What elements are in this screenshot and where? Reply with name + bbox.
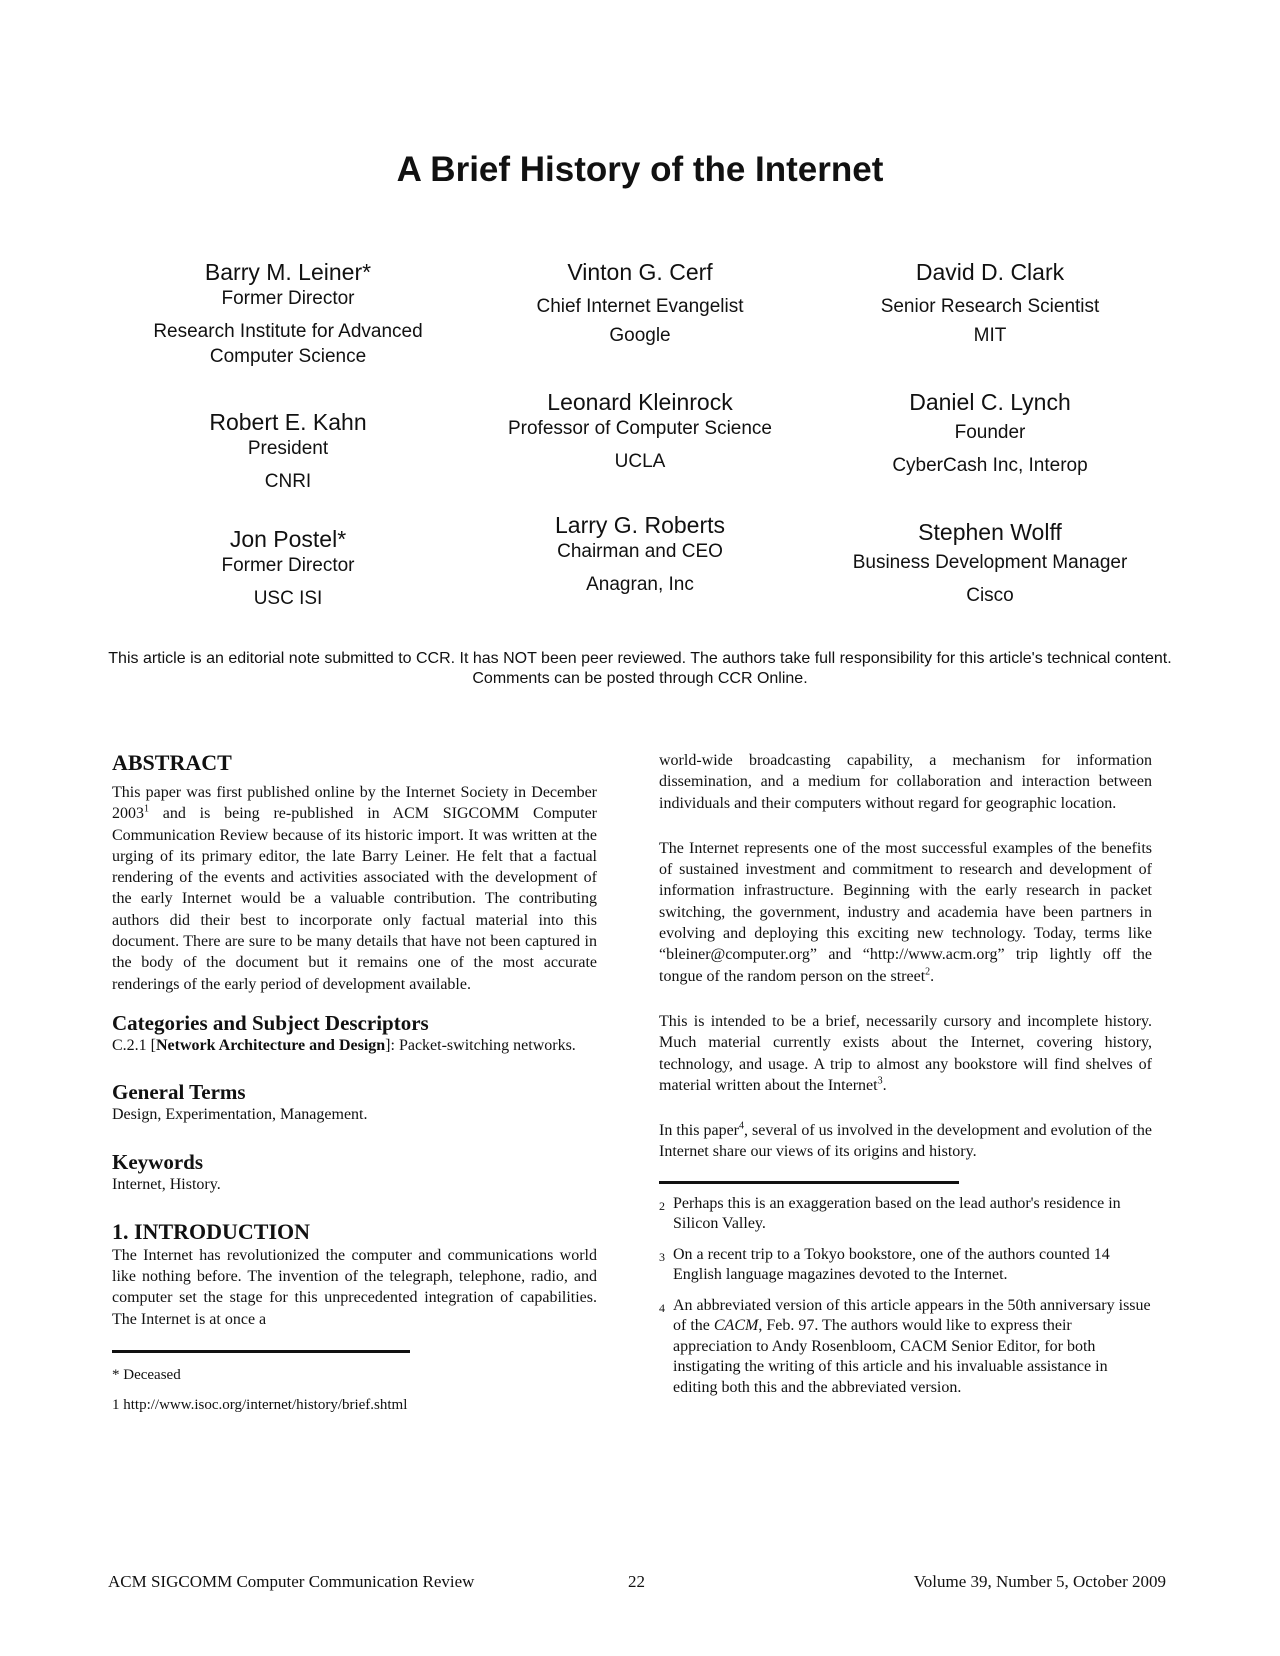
author-name: Leonard Kleinrock — [547, 389, 733, 415]
footer-volume: Volume 39, Number 5, October 2009 — [913, 1572, 1166, 1591]
author-affiliation: CNRI — [264, 471, 312, 492]
author-title: Senior Research Scientist — [880, 296, 1100, 317]
author-name: Jon Postel* — [229, 526, 347, 552]
intro-continued-paragraph: world-wide broadcasting capability, a mechanism for information dissemination, and a medium for collaboration and interaction between individuals and their computers without regard for geographic location. — [659, 752, 1152, 812]
author-title: Former Director — [221, 555, 355, 576]
categories-text — [112, 1035, 597, 1056]
footnote-number: 3 — [659, 1249, 665, 1264]
author-title: Founder — [954, 422, 1026, 443]
footnote-text-end: , Feb. 97. The authors would like to express their appreciation to Andy Rosenbloom, CACM Senior Editor, for both instigating the writing of this article and his invaluable assistance in editing both this and the abbreviated version. — [673, 1317, 1108, 1396]
editorial-note: This article is an editorial note submitted to CCR. It has NOT been peer reviewed. The authors take full responsibility for this article's technical content. Comments can be posted through CCR Online. — [108, 650, 1172, 687]
author-name: Daniel C. Lynch — [909, 389, 1071, 415]
page-number: 22 — [628, 1572, 645, 1591]
general-terms-heading: General Terms — [112, 1080, 246, 1105]
introduction-heading: 1. INTRODUCTION — [112, 1218, 311, 1244]
categories-heading: Categories and Subject Descriptors — [112, 1010, 429, 1035]
abstract-text-end: and is being re-published in ACM SIGCOMM Computer Communication Review because of its historic import. It was written at the urging of its primary editor, the late Barry Leiner. He felt that a factual rendering of the events and activities associated with the development of the early Internet would be a valuable contribution. The contributing authors did their best to incorporate only factual material into this document. There are sure to be many details that have not been captured in the body of the document but it remains one of the most accurate renderings of the early period of development available. — [112, 805, 597, 993]
author-affiliation: Google — [609, 325, 671, 346]
footnote-1: 1 http://www.isoc.org/internet/history/brief.shtml — [112, 1397, 408, 1414]
author-affiliation: UCLA — [614, 451, 666, 472]
footnote-text: On a recent trip to a Tokyo bookstore, one of the authors counted 14 English language magazines devoted to the Internet. — [673, 1245, 1110, 1284]
this-paper-text-end: , several of us involved in the development and evolution of the Internet share our views of its origins and history. — [659, 1122, 1152, 1161]
author-name: Stephen Wolff — [918, 519, 1062, 545]
footnote-divider — [112, 1350, 410, 1353]
author-name: Larry G. Roberts — [555, 512, 725, 538]
right-column — [659, 750, 1152, 1398]
author-block-clark — [780, 258, 1200, 348]
author-affiliation-cont: Computer Science — [209, 346, 367, 367]
brief-history-text: This is intended to be a brief, necessarily cursory and incomplete history. Much material currently exists about the Internet, covering history, technology, and usage. A trip to almost any bookstore will find shelves of material written about the Internet — [659, 1012, 1152, 1094]
footnote-divider — [659, 1181, 959, 1184]
author-affiliation: Anagran, Inc — [586, 574, 694, 595]
left-column — [112, 750, 597, 1415]
author-title: President — [247, 438, 329, 459]
footnote-4 — [659, 1296, 1152, 1399]
author-name: Vinton G. Cerf — [567, 259, 713, 285]
author-title: Former Director — [221, 288, 355, 309]
footnote-deceased: * Deceased — [112, 1367, 181, 1384]
investment-text: The Internet represents one of the most successful examples of the benefits of sustained investment and commitment to research and development of information infrastructure. Beginning with the early research in packet switching, the government, industry and academia have been partners in evolving and deploying this exciting new technology. Today, terms like “bleiner@computer.org” and “http://www.acm.org” trip lightly off the tongue of the random person on the street — [659, 839, 1152, 985]
footnote-ref: 2 — [925, 966, 931, 978]
category-code: C.2.1 [ — [112, 1036, 156, 1054]
footnote-number: 2 — [659, 1198, 665, 1213]
author-title: Chairman and CEO — [557, 541, 723, 562]
author-title: Business Development Manager — [852, 552, 1128, 573]
footnote-number: 4 — [659, 1300, 665, 1315]
footnote-ref: 1 — [144, 803, 149, 815]
paper-title: A Brief History of the Internet — [396, 150, 884, 189]
general-terms-text: Design, Experimentation, Management. — [112, 1106, 368, 1124]
author-affiliation: Cisco — [966, 585, 1014, 606]
footer-journal: ACM SIGCOMM Computer Communication Review — [108, 1572, 475, 1591]
category-rest: ]: Packet-switching networks. — [385, 1036, 576, 1054]
footnote-3 — [659, 1245, 1152, 1286]
brief-history-paragraph — [659, 1011, 1152, 1096]
author-name: Robert E. Kahn — [209, 409, 367, 435]
author-affiliation: CyberCash Inc, Interop — [892, 455, 1088, 476]
investment-text-end: . — [930, 967, 935, 985]
page-footer — [108, 1572, 1166, 1594]
footnote-2 — [659, 1194, 1152, 1235]
author-title: Chief Internet Evangelist — [536, 296, 744, 317]
introduction-paragraph: The Internet has revolutionized the computer and communications world like nothing before. The invention of the telegraph, telephone, radio, and computer set the stage for this unprecedented integration of capabilities. The Internet is at once a — [112, 1246, 597, 1328]
author-title: Professor of Computer Science — [507, 418, 772, 439]
abstract-paragraph — [112, 782, 597, 995]
footnote-ref: 3 — [877, 1075, 883, 1087]
author-block-lynch — [780, 388, 1200, 478]
keywords-text: Internet, History. — [112, 1175, 221, 1193]
author-affiliation: Research Institute for Advanced — [153, 321, 423, 342]
footnote-text: Perhaps this is an exaggeration based on the lead author's residence in Silicon Valley. — [673, 1194, 1121, 1233]
footnote-text — [673, 1296, 1152, 1399]
footnote-ref: 4 — [739, 1120, 744, 1132]
author-block-wolff — [780, 518, 1200, 608]
author-name: Barry M. Leiner* — [204, 259, 372, 285]
investment-paragraph — [659, 838, 1152, 987]
author-name: David D. Clark — [915, 259, 1065, 285]
abstract-text-start: This paper was first published online by the Internet Society in December 2003 — [112, 784, 597, 823]
author-affiliation: MIT — [973, 325, 1007, 346]
abstract-heading: ABSTRACT — [112, 750, 232, 775]
category-name: Network Architecture and Design — [156, 1036, 386, 1054]
footnote-text-start: An abbreviated version of this article appears in the 50th anniversary issue of the — [673, 1296, 1151, 1335]
this-paper-text: In this paper — [659, 1122, 739, 1140]
author-affiliation: USC ISI — [253, 588, 323, 609]
brief-history-text-end: . — [882, 1076, 887, 1094]
this-paper-paragraph — [659, 1120, 1152, 1163]
keywords-heading: Keywords — [112, 1149, 203, 1174]
journal-name: CACM — [713, 1317, 759, 1335]
